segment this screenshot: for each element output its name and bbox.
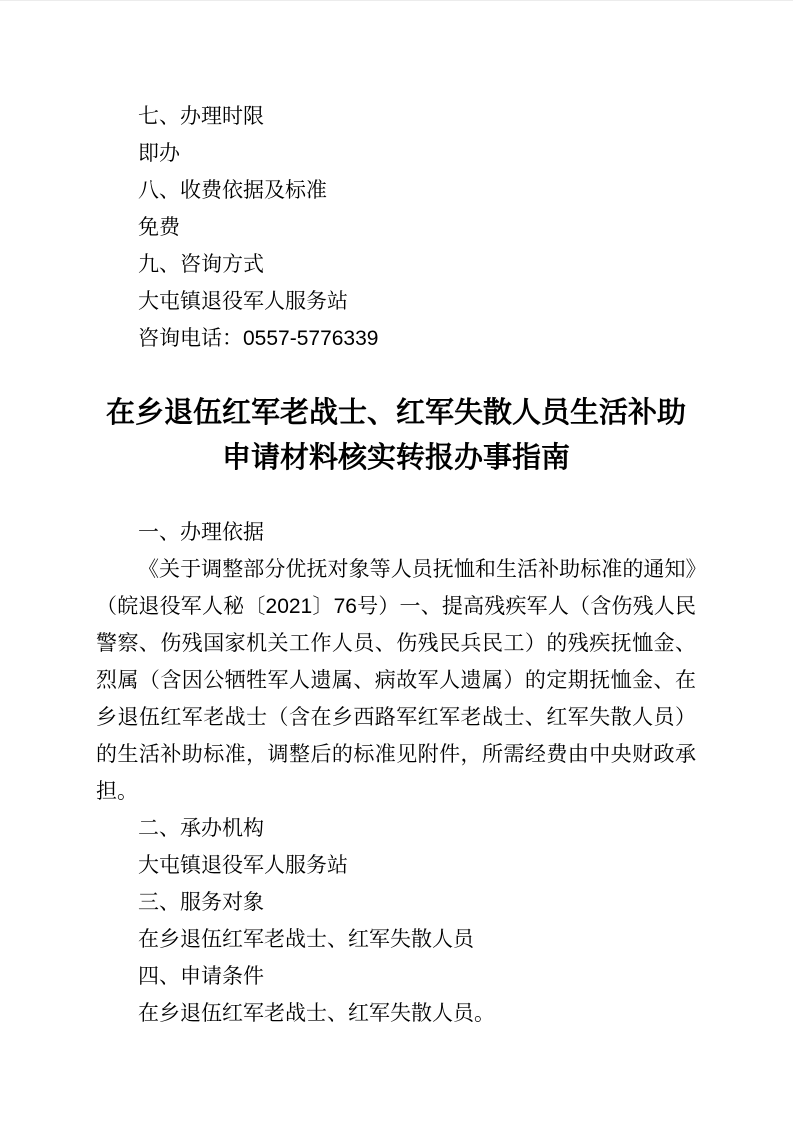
section-body-3: 在乡退伍红军老战士、红军失散人员 <box>138 928 474 951</box>
section-body-1: 《关于调整部分优抚对象等人员抚恤和生活补助标准的通知》（皖退役军人秘〔2021〕76号）一、提高残疾军人（含伤残人民警察、伤残国家机关工作人员、伤残民兵民工）的残疾抚恤金、烈属（含因公牺牲军人遗属、病故军人遗属）的定期抚恤金、在乡退伍红军老战士（含在乡西路军红军老战士、红军失散人员）的生活补助标准，调整后的标准见附件，所需经费由中央财政承担。 <box>96 558 696 803</box>
section-heading-8: 八、收费依据及标准 <box>138 179 327 202</box>
document-title-line-2: 申请材料核实转报办事指南 <box>221 442 570 474</box>
section-heading-2: 二、承办机构 <box>138 817 264 840</box>
document-title-line-1: 在乡退伍红军老战士、红军失散人员生活补助 <box>105 397 686 429</box>
section-body-7: 即办 <box>138 142 180 165</box>
section-heading-1: 一、办理依据 <box>138 521 264 544</box>
section-body-9-org: 大屯镇退役军人服务站 <box>138 290 348 313</box>
section-heading-3: 三、服务对象 <box>138 891 264 914</box>
document-title <box>96 391 696 481</box>
section-body-2: 大屯镇退役军人服务站 <box>138 854 348 877</box>
section-heading-7: 七、办理时限 <box>138 105 264 128</box>
section-heading-4: 四、申请条件 <box>138 965 264 988</box>
section-body-4: 在乡退伍红军老战士、红军失散人员。 <box>138 1002 495 1025</box>
section-body-8: 免费 <box>138 216 180 239</box>
document-content <box>0 1 793 1032</box>
section-body-9-phone: 咨询电话：0557-5776339 <box>138 327 379 350</box>
section-heading-9: 九、咨询方式 <box>138 253 264 276</box>
